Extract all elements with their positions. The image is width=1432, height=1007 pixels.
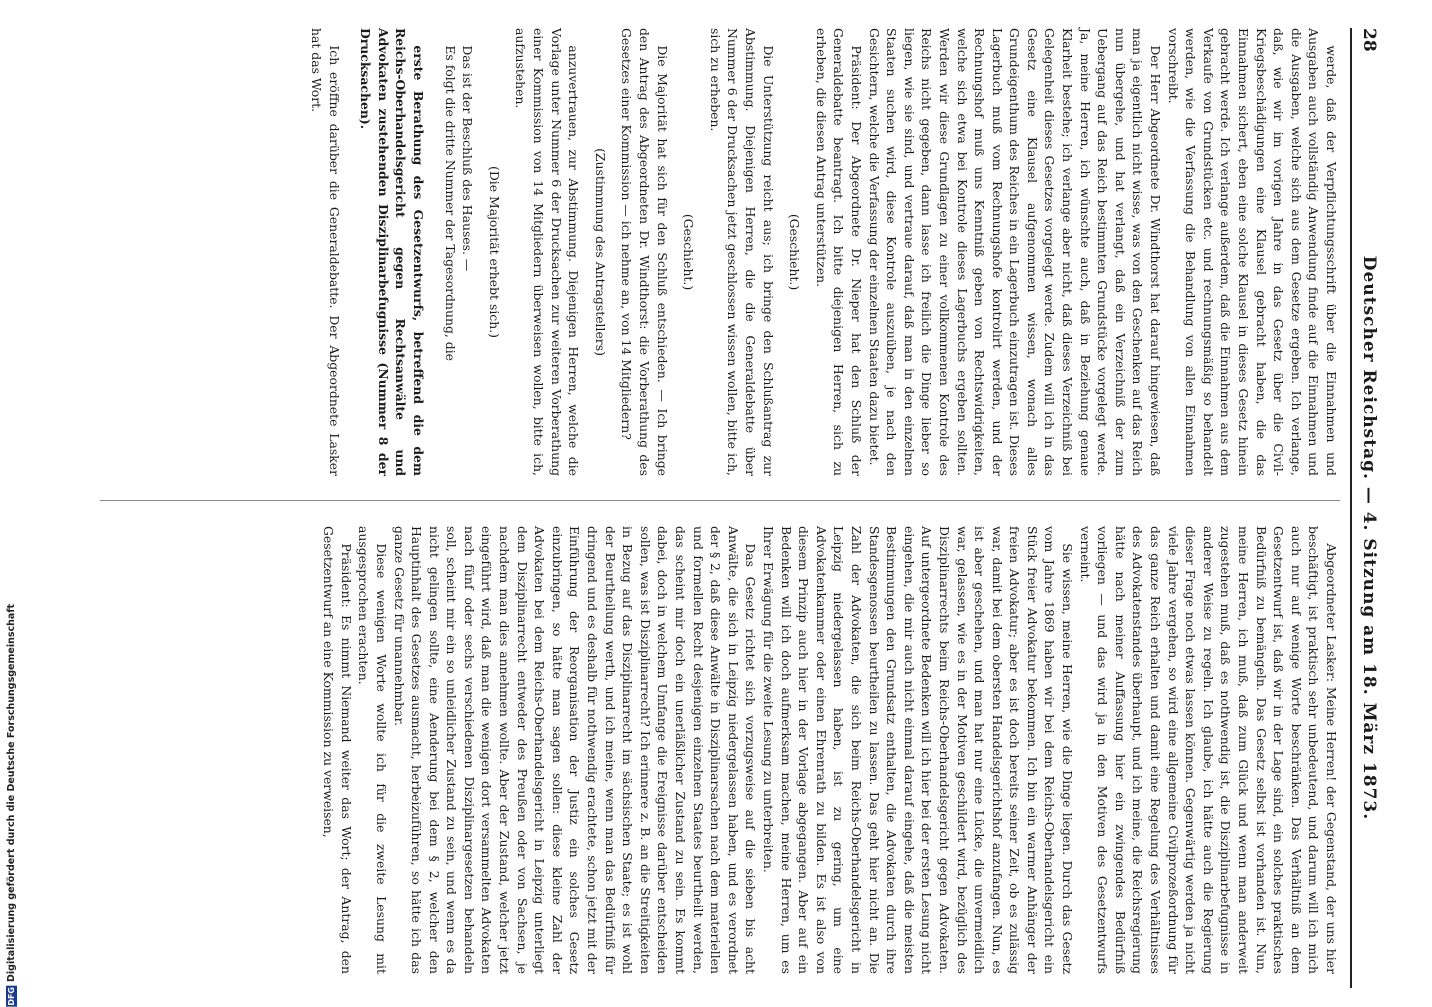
stage-direction: (Zustimmung des Antragstellers) — [592, 148, 608, 356]
paragraph: anzuvertrauen, zur Abstimmung. Diejenigen Herren, welche die Vorlage unter Nummer 6 der Drucksachen zur weiteren Vorberathung einer Kommission von 14 Mitgliedern überweisen wollen, bitte ich, aufzustehen. — [513, 28, 582, 476]
stage-direction: (Die Majorität erhebt sich.) — [486, 166, 502, 338]
paragraph: Abgeordneter Lasker: Meine Herren! der Gegenstand, der uns hier beschäftigt, ist praktisch sehr unbedeutend, und darum will ich mich auch nur auf wenige Worte beschränken. Das Verhältniß an dem Gesetzentwurf ist, daß wir in der Lage sind, ein solches praktisches Bedürfniß zu bemängeln. Das Gesetz selbst ist vorhanden ist. Nun, meine Herren, ich muß, daß zum Glück und wenn man anderweit zugestehen muß, daß es nothwendig ist, die Disziplinarbefugnisse in anderer Weise zu regeln. Ich glaube, ich hätte auch die Regierung dieser Frage noch etwas lassen können. Gegenwärtig werden ja nicht viele Jahre vergehen, so wird eine allgemeine Civilprozeßordnung für das ganze Reich erhalten und damit eine Regelung des Verhältnisses des Advokatenstandes überhaupt, und ich meine, die Reichsregierung hätte nach meiner Auffassung hier ein zwingendes Bedürfniß vorliegen — und das wird ja in den Motiven des Gesetzentwurfs verneint. — [1077, 526, 1339, 974]
digitization-credit-strip — [4, 604, 18, 1006]
stage-direction: (Geschieht.) — [787, 213, 803, 291]
dfg-logo: DFG — [6, 986, 16, 1006]
paragraph: Es folgt die dritte Nummer der Tagesordnung, die — [442, 45, 458, 362]
digitization-credit: Digitalisierung gefördert durch die Deutsche Forschungsgemeinschaft — [5, 604, 17, 982]
paragraph: Präsident: Es nimmt Niemand weiter das Wort; der Antrag, den Gesetzentwurf an eine Kommission zu verweisen, — [321, 526, 354, 974]
page-number: 28 — [1359, 28, 1379, 52]
paragraph: Ich eröffne darüber die Generaldebatte. Der Abgeordnete Lasker hat das Wort. — [309, 28, 342, 476]
rotated-document-page — [86, 28, 1386, 988]
page-title: Deutscher Reichstag. — 4. Sitzung am 18. März 1873. — [1359, 255, 1379, 821]
paragraph: Diese wenigen Worte wollte ich für die zweite Lesung mit ausgesprochen erachten. — [356, 526, 389, 974]
column-divider — [100, 500, 1340, 501]
right-column — [320, 526, 1340, 974]
left-column — [308, 28, 1340, 476]
paragraph: Die Unterstützung reicht aus; ich bringe den Schlußantrag zur Abstimmung. Diejenigen Herren, die die Generaldebatte über Nummer 6 der Drucksachen jetzt geschlossen wissen wollen, bitte ich, sich zu erheben. — [707, 28, 776, 476]
paragraph: Die Majorität hat sich für den Schluß entschieden. — Ich bringe den Antrag des Abgeordneten Dr. Windthorst: die Vorberathung des Gesetzes einer Kommission — ich nehme an, von 14 Mitgliedern? — [619, 28, 670, 476]
paragraph: Das ist der Beschluß des Hauses. — — [460, 45, 476, 272]
paragraph: Sie wissen, meine Herren, wie die Dinge liegen. Durch das Gesetz vom Jahre 1869 haben wir bei dem Reichs-Oberhandelsgericht ein Stück freier Advokatur bekommen. Ich bin ein warmer Anhänger der freien Advokatur; aber es ist doch bereits seiner Zeit, ob es zulässig war, damit bei dem obersten Handelsgerichtshof anzufangen. Nun, es ist aber geschehen, und man hat nur eine Lücke, die unvermeidlich war, gelassen, wie es in der Motiven geschildert wird, bezüglich des Disziplinarrechts beim Reichs-Oberhandelsgericht gegen Advokaten. Auf untergeordnete Bedenken will ich hier bei der ersten Lesung nicht eingehen, die mir auch nicht einmal darauf eingehe, daß die meisten Bestimmungen den Grundsatz enthalten, die Advokaten durch ihre Standesgenossen beurtheilen zu lassen. Das geht hier nicht an. Die Zahl der Advokaten, die sich beim Reichs-Oberhandelsgericht in Leipzig niedergelassen haben, ist zu gering, um eine Advokatenkammer oder einen Ehrenrath zu bilden. Es ist also von diesem Prinzip auch hier in der Vorlage abgegangen. Aber auf ein Bedenken will ich doch aufmerksam machen, meine Herren, um es Ihrer Erwägung für die zweite Lesung zu unterbreiten. — [761, 526, 1076, 974]
paragraph: Der Herr Abgeordnete Dr. Windthorst hat darauf hingewiesen, daß man ja eigentlich nicht wisse, was von den Geschenken auf das Reich nun übergehe, und hat verlangt, daß ein Verzeichniß der zum Uebergang auf das Reich bestimmten Grundstücke vorgelegt werde. Ja, meine Herren, ich wünschte auch, daß in Beziehung genaue Klarheit bestehe; ich verlange aber nicht, daß dieses Verzeichniß bei Gelegenheit dieses Gesetzes vorgelegt werde. Zudem will ich in das Gesetz eine Klausel aufgenommen wissen, wonach alles Grundeigenthum des Reiches in ein Lagerbuch einzutragen ist. Dieses Lagerbuch muß vom Rechnungshofe kontrolirt werden, und der Rechnungshof muß uns Kenntniß geben von Rechtswidrigkeiten, welche sich etwa bei Kontrole dieses Lagerbuchs ergeben sollten. Werden wir diese Grundlagen zu einer vollkommenen Kontrole des Reichs nicht gegeben, dann lasse ich freilich die Dinge lieber so liegen, wie sie sind, und vertraue darauf, daß man in den einzelnen Staaten suchen wird, diese Kontrole auszuüben, je nach den Gesichtern, welche die Verfassung der einzelnen Staaten dazu bietet. — [866, 28, 1164, 476]
agenda-item-title: erste Berathung des Gesetzentwurfs, betreffend die dem Reichs-Oberhandelsgericht gegen Rechtsanwälte und Advokaten zustehenden Disziplinarbefugnisse (Nummer 8 der Drucksachen). — [358, 28, 427, 476]
paragraph: Das Gesetz richtet sich vorzugsweise auf die sieben bis acht Anwälte, die sich in Leipzig niedergelassen haben, und es verordnet der § 2, daß diese Anwälte in Disziplinarsachen nach dem materiellen und formellen Recht desjenigen einzelnen Staates beurtheilt werden, das scheint mir doch ein unerläßlicher Zustand zu sein. Es kommt dabei, doch in welchem Umfange die Ereignisse darüber entscheiden sollen, was ist Disziplinarrecht? Ich erinnere z. B. an die Streitigkeiten in Bezug auf das Disziplinarrecht im sächsischen Staate; es ist wohl der Beurtheilung werth, und ich meine, wenn man das Bedürfniß für dringend und es deshalb für nothwendig erachtete, schon jetzt mit der Einführung der Reorganisation der Justiz ein solches Gesetz einzubringen, so hätte man sagen sollen: diese kleine Zahl der Advokaten bei dem Reichs-Oberhandelsgericht in Leipzig unterliegt dem Disziplinarrecht entweder des Preußen oder von Sachsen, je nachdem man dies annehmen wollte. Aber der Zustand, welcher jetzt eingeführt wird, daß man die wenigen dort versammelten Advokaten nach fünf oder sechs verschiedenen Disziplinargesetzen behandeln soll, scheint mir ein so unleidlicher Zustand zu sein, und wenn es da nicht gelingen sollte, eine Aenderung bei dem § 2, welcher den Hauptinhalt des Gesetzes ausmacht, herbeizuführen, so hätte ich das ganze Gesetz für unannehmbar. — [391, 526, 759, 974]
paragraph: werde, daß der Verpflichtungsschrift über die Einnahmen und Ausgaben auch vollständig Anwendung finde auf die Einnahmen und die Ausgaben, welche sich aus dem Gesetze ergeben. Ich verlange, daß, wie wir im vorigen Jahre in das Gesetz über die Civil-Kriegsbeschädigungen eine Klausel gebracht haben, die das Einnahmen sichert, eben eine solche Klausel in dieses Gesetz hinein gebracht werde. Ich verlange außerdem, daß die Einnahmen aus dem Verkaufe von Grundstücken etc. und rechnungsmäßig so behandelt werden, wie die Verfassung die Behandlung von allen Einnahmen vorschreibt. — [1165, 28, 1339, 476]
paragraph: Präsident: Der Abgeordnete Dr. Nieper hat den Schluß der Generaldebatte beantragt. Ich bitte diejenigen Herren, sich zu erheben, die diesen Antrag unterstützen. — [813, 28, 864, 476]
stage-direction: (Geschieht.) — [681, 213, 697, 291]
page-header — [1350, 28, 1386, 988]
